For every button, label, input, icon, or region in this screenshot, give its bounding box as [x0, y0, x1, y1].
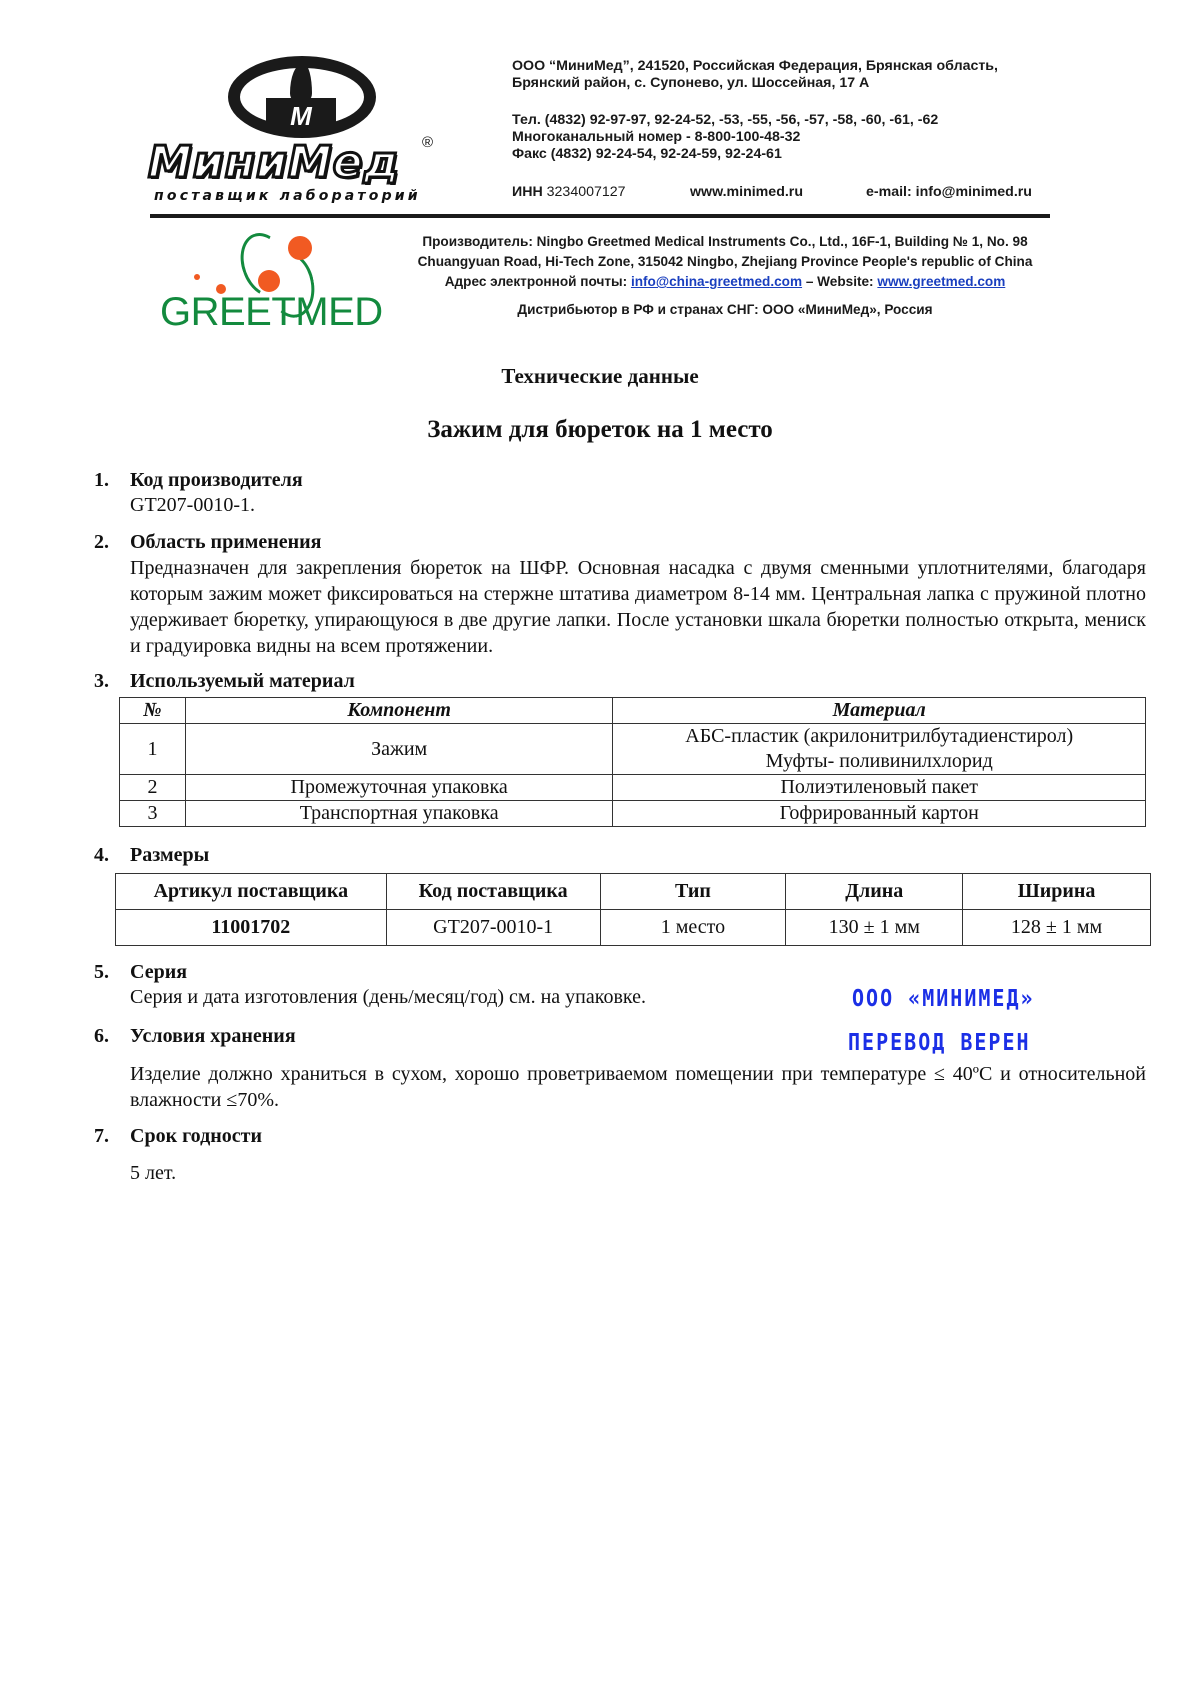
fax-line: Факс (4832) 92-24-54, 92-24-59, 92-24-61: [512, 146, 782, 162]
document-subtitle: Технические данные: [501, 364, 699, 388]
header-divider: [150, 214, 1050, 218]
contacts-address: [512, 58, 998, 92]
row-material: Полиэтиленовый пакет: [613, 775, 1146, 801]
table-row: [120, 801, 1146, 827]
contacts-phones: [512, 112, 938, 163]
table-row: [120, 775, 1146, 801]
table-row: [120, 724, 1146, 775]
minimed-tagline: поставщик лабораторий: [154, 188, 421, 204]
row-number: 1: [120, 724, 186, 775]
header-type: Тип: [600, 874, 786, 910]
header-component: Компонент: [185, 698, 613, 724]
manufacturer-line-2: Chuangyuan Road, Hi-Tech Zone, 315042 Ningbo, Zhejiang Province People's republic of China: [417, 254, 1033, 269]
greetmed-logo: [158, 226, 383, 338]
table-header-row: [120, 698, 1146, 724]
stamp-line-1: ООО «МИНИМЕД»: [852, 984, 1035, 1012]
section-7-heading: Срок годности: [130, 1125, 262, 1147]
table-row: [116, 910, 1151, 946]
row-material: Гофрированный картон: [613, 801, 1146, 827]
greetmed-email-link[interactable]: info@china-greetmed.com: [630, 274, 803, 289]
email-label: Адрес электронной почты:: [444, 274, 628, 289]
section-2-number: 2.: [94, 531, 109, 553]
row-material: [613, 724, 1146, 775]
logo-dot-medium: [258, 270, 280, 292]
registered-mark: ®: [422, 134, 434, 151]
row-number: 3: [120, 801, 186, 827]
materials-table: [119, 697, 1146, 827]
stamp-line-2: ПЕРЕВОД ВЕРЕН: [848, 1028, 1031, 1056]
header-material: Материал: [613, 698, 1146, 724]
logo-m-mark: M: [290, 101, 312, 131]
section-4-number: 4.: [94, 844, 109, 866]
inn-label: ИНН: [512, 184, 543, 200]
row-component: Зажим: [185, 724, 613, 775]
logo-dot-large: [288, 236, 312, 260]
phone-line: Тел. (4832) 92-97-97, 92-24-52, -53, -55, -56, -57, -58, -60, -61, -62: [512, 112, 939, 128]
section-5-text: Серия и дата изготовления (день/месяц/год) см. на упаковке.: [130, 986, 646, 1008]
greetmed-brand-name: GREETMED: [160, 290, 383, 334]
document-title: Зажим для бюреток на 1 место: [427, 416, 773, 443]
minimed-website-link[interactable]: www.minimed.ru: [690, 184, 803, 200]
section-2-heading: Область применения: [130, 531, 322, 553]
distributor-line: Дистрибьютор в РФ и странах СНГ: ООО «МиниМед», Россия: [517, 302, 933, 317]
multichannel-line: Многоканальный номер - 8-800-100-48-32: [512, 129, 801, 145]
section-3-heading: Используемый материал: [130, 670, 355, 692]
logo-dot-tiny: [194, 274, 200, 280]
section-6-number: 6.: [94, 1025, 109, 1047]
header-supplier-article: Артикул поставщика: [116, 874, 387, 910]
section-7-number: 7.: [94, 1125, 109, 1147]
cell-length: 130 ± 1 мм: [786, 910, 963, 946]
dimensions-table: [115, 873, 1151, 946]
inn-value: 3234007127: [546, 184, 626, 200]
material-line-2: Муфты- поливинилхлорид: [765, 750, 993, 772]
cell-width: 128 ± 1 мм: [963, 910, 1151, 946]
cell-supplier-article: 11001702: [116, 910, 387, 946]
material-line-1: АБС-пластик (акрилонитрилбутадиенстирол): [685, 725, 1074, 747]
greetmed-website-link[interactable]: www.greetmed.com: [877, 274, 1006, 289]
section-2-text: Предназначен для закрепления бюреток на ШФР. Основная насадка с двумя сменными уплотнителями, благодаря которым зажим может фиксироваться на стержне штатива диаметром 8-14 мм. Центральная лапка с пружиной плотно удерживает бюретку, упирающуюся в две другие лапки. После установки шкала бюретки полностью открыта, мениск и градуировка видны на всем протяжении.: [130, 557, 1146, 657]
section-5-number: 5.: [94, 961, 109, 983]
manufacturer-contacts: [400, 272, 1050, 292]
header-length: Длина: [786, 874, 963, 910]
cell-supplier-code: GT207-0010-1: [386, 910, 600, 946]
minimed-logo: [148, 52, 448, 212]
section-1-number: 1.: [94, 469, 109, 491]
section-3-number: 3.: [94, 670, 109, 692]
address-line-2: Брянский район, с. Супонево, ул. Шоссейная, 17 А: [512, 75, 870, 91]
row-component: Транспортная упаковка: [185, 801, 613, 827]
manufacturer-line-1: Производитель: Ningbo Greetmed Medical Instruments Co., Ltd., 16F-1, Building № 1, No. 98: [422, 234, 1028, 249]
section-1-heading: Код производителя: [130, 469, 303, 491]
row-number: 2: [120, 775, 186, 801]
header-width: Ширина: [963, 874, 1151, 910]
section-6-text: Изделие должно храниться в сухом, хорошо проветриваемом помещении при температуре ≤ 40ºC и относительной влажности ≤70%.: [130, 1063, 1146, 1111]
header-supplier-code: Код поставщика: [386, 874, 600, 910]
section-5-heading: Серия: [130, 961, 188, 983]
website-label: – Website:: [805, 274, 874, 289]
inn: [512, 184, 626, 201]
section-4-heading: Размеры: [130, 844, 210, 866]
section-7-text: 5 лет.: [130, 1162, 177, 1184]
header-number: №: [120, 698, 186, 724]
cell-type: 1 место: [600, 910, 786, 946]
row-component: Промежуточная упаковка: [185, 775, 613, 801]
section-1-text: GT207-0010-1.: [130, 494, 255, 516]
minimed-email-link[interactable]: e-mail: info@minimed.ru: [866, 184, 1032, 200]
table-header-row: [116, 874, 1151, 910]
section-6-heading: Условия хранения: [130, 1025, 296, 1047]
address-line-1: ООО “МиниМед”, 241520, Российская Федерация, Брянская область,: [512, 58, 998, 74]
minimed-brand-name: МиниМед: [148, 137, 401, 188]
manufacturer-info: [400, 232, 1050, 292]
